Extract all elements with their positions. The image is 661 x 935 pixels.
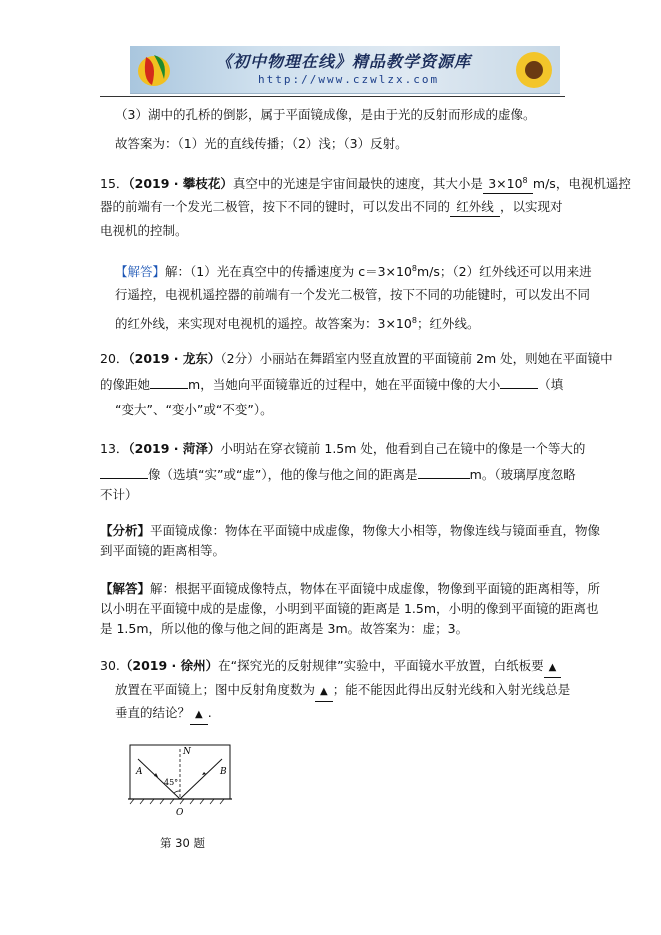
- q13-solution-1: [100, 580, 600, 598]
- reflection-diagram: [128, 743, 238, 823]
- q13-analysis-2: 到平面镜的距离相等。: [100, 543, 226, 558]
- q20-line-2: [100, 376, 563, 394]
- q30-period: .: [207, 705, 212, 720]
- q15-unit: m/s，电视机遥控: [532, 176, 631, 192]
- q13-solution-3: 是 1.5m，所以他的像与他之间的距离是 3m。故答案为：虚；3。: [100, 621, 469, 636]
- q13-answer-blank-2[interactable]: [418, 478, 470, 479]
- q13-solution-tag: 【解答】: [100, 581, 151, 596]
- label-O: O: [176, 808, 184, 818]
- q13-text: 小明站在穿衣镜前 1.5m 处，他看到自己在镜中的像是一个等大的: [220, 441, 586, 456]
- q15-text-2: 器的前端有一个发光二极管，按下不同的键时，可以发出不同的: [100, 199, 451, 214]
- label-N: N: [183, 747, 191, 757]
- q20-text-2c: （填: [538, 377, 564, 392]
- q15-line-3: 电视机的控制。: [100, 223, 188, 238]
- q20-text-2b: m，当她向平面镜靠近的过程中，她在平面镜中像的大小: [188, 377, 501, 392]
- q30-answer-blank-1[interactable]: ▲: [544, 659, 562, 678]
- label-A: A: [136, 767, 143, 777]
- q15-line-2: [100, 198, 563, 217]
- q20-answer-blank-2[interactable]: [500, 388, 538, 389]
- q13-analysis-text: 平面镜成像：物体在平面镜中成虚像，物像大小相等，物像连线与镜面垂直，物像: [150, 523, 601, 538]
- q15-solution-1: [115, 260, 592, 281]
- q13-number: 13．: [100, 441, 129, 456]
- header-title: 《初中物理在线》精品教学资源库: [216, 52, 472, 71]
- q13-solution-2: 以小明在平面镜中成的是虚像，小明到平面镜的距离是 1.5m，小明的像到平面镜的距离也: [100, 601, 599, 616]
- q20-text-2a: 的像距她: [100, 377, 151, 392]
- label-B: B: [220, 767, 227, 777]
- site-logo-icon: [134, 49, 178, 89]
- header-banner: [130, 46, 560, 94]
- figure-caption: 第 30 题: [160, 836, 205, 850]
- solution-tag: 【解答】: [115, 264, 166, 280]
- q13-text-2a: 像（选填“实”或“虚”），他的像与他之间的距离是: [148, 467, 418, 482]
- header-url[interactable]: http://www.czwlzx.com: [258, 73, 440, 86]
- sunflower-icon: [512, 48, 556, 92]
- prev-answer: 故答案为：（1）光的直线传播；（2）浅；（3）反射。: [115, 136, 408, 151]
- analysis-tag: 【分析】: [100, 523, 151, 538]
- q13-answer-blank-1[interactable]: [100, 478, 148, 479]
- q20-answer-blank-1[interactable]: [150, 388, 188, 389]
- q30-line-1: [100, 657, 561, 678]
- q30-text-3: 垂直的结论？: [115, 705, 191, 720]
- q13-line-3: 不计）: [100, 487, 138, 502]
- q15-number: 15．: [100, 176, 129, 192]
- q15-sol-text: 解：（1）光在真空中的传播速度为 c＝3×10: [165, 264, 412, 280]
- q30-line-3: [115, 704, 212, 725]
- q15-source: （2019 · 攀枝花）: [128, 176, 233, 192]
- q15-text-2b: ，以实现对: [500, 199, 563, 214]
- q30-text-2a: 放置在平面镜上；图中反射角度数为: [115, 682, 316, 697]
- q30-source: （2019 · 徐州）: [119, 658, 219, 673]
- q13-source: （2019 · 菏泽）: [128, 441, 221, 456]
- angle-arc: [174, 791, 180, 793]
- q30-line-2: [115, 681, 570, 702]
- q30-number: 30.: [100, 658, 120, 673]
- q13-text-2b: m。（玻璃厚度忽略: [469, 467, 576, 482]
- q15-sol3-text: 的红外线，来实现对电视机的遥控。故答案为：3×10: [115, 316, 412, 332]
- q20-line-3: “变大”、“变小”或“不变”）。: [115, 402, 273, 417]
- q15-solution-3: [115, 312, 479, 333]
- q15-text: 真空中的光速是宇宙间最快的速度，其大小是: [232, 176, 483, 192]
- q20-line-1: [100, 350, 613, 368]
- q15-answer-blank-1: $3\times 10^8$: [483, 172, 533, 194]
- q15-sol-text-b: m/s；（2）红外线还可以用来进: [417, 264, 592, 280]
- q13-line-2: [100, 466, 576, 484]
- label-angle: 45°: [164, 778, 179, 787]
- q13-sol-text: 解：根据平面镜成像特点，物体在平面镜中成虚像，物像到平面镜的距离相等，所: [150, 581, 601, 596]
- q13-analysis-1: [100, 522, 600, 540]
- q30-text: 在“探究光的反射规律”实验中，平面镜水平放置，白纸板要: [218, 658, 544, 673]
- q20-source: （2019 · 龙东）: [128, 351, 221, 366]
- prev-line-3: （3）湖中的孔桥的倒影，属于平面镜成像，是由于光的反射而形成的虚像。: [115, 107, 536, 122]
- q15-solution-2: 行遥控，电视机遥控器的前端有一个发光二极管，按下不同的功能键时，可以发出不同: [115, 287, 591, 302]
- reflected-ray: [180, 759, 222, 799]
- q15-sol3-text-b: ；红外线。: [416, 316, 480, 332]
- q30-text-2b: ；能不能因此得出反射光线和入射光线总是: [332, 682, 571, 697]
- q13-line-1: [100, 440, 585, 458]
- q15-line-1: [100, 172, 631, 194]
- q30-answer-blank-3[interactable]: ▲: [190, 706, 208, 725]
- header-divider: [100, 96, 565, 97]
- mirror-hatching: [130, 799, 224, 804]
- q15-sol-exp: 8: [411, 264, 417, 273]
- q15-answer-blank-2: 红外线: [450, 198, 500, 217]
- q20-number: 20．: [100, 351, 129, 366]
- q15-sol3-exp: 8: [411, 316, 417, 325]
- q20-text: （2分）小丽站在舞蹈室内竖直放置的平面镜前 2m 处，则她在平面镜中: [220, 351, 613, 366]
- q30-answer-blank-2[interactable]: ▲: [315, 683, 333, 702]
